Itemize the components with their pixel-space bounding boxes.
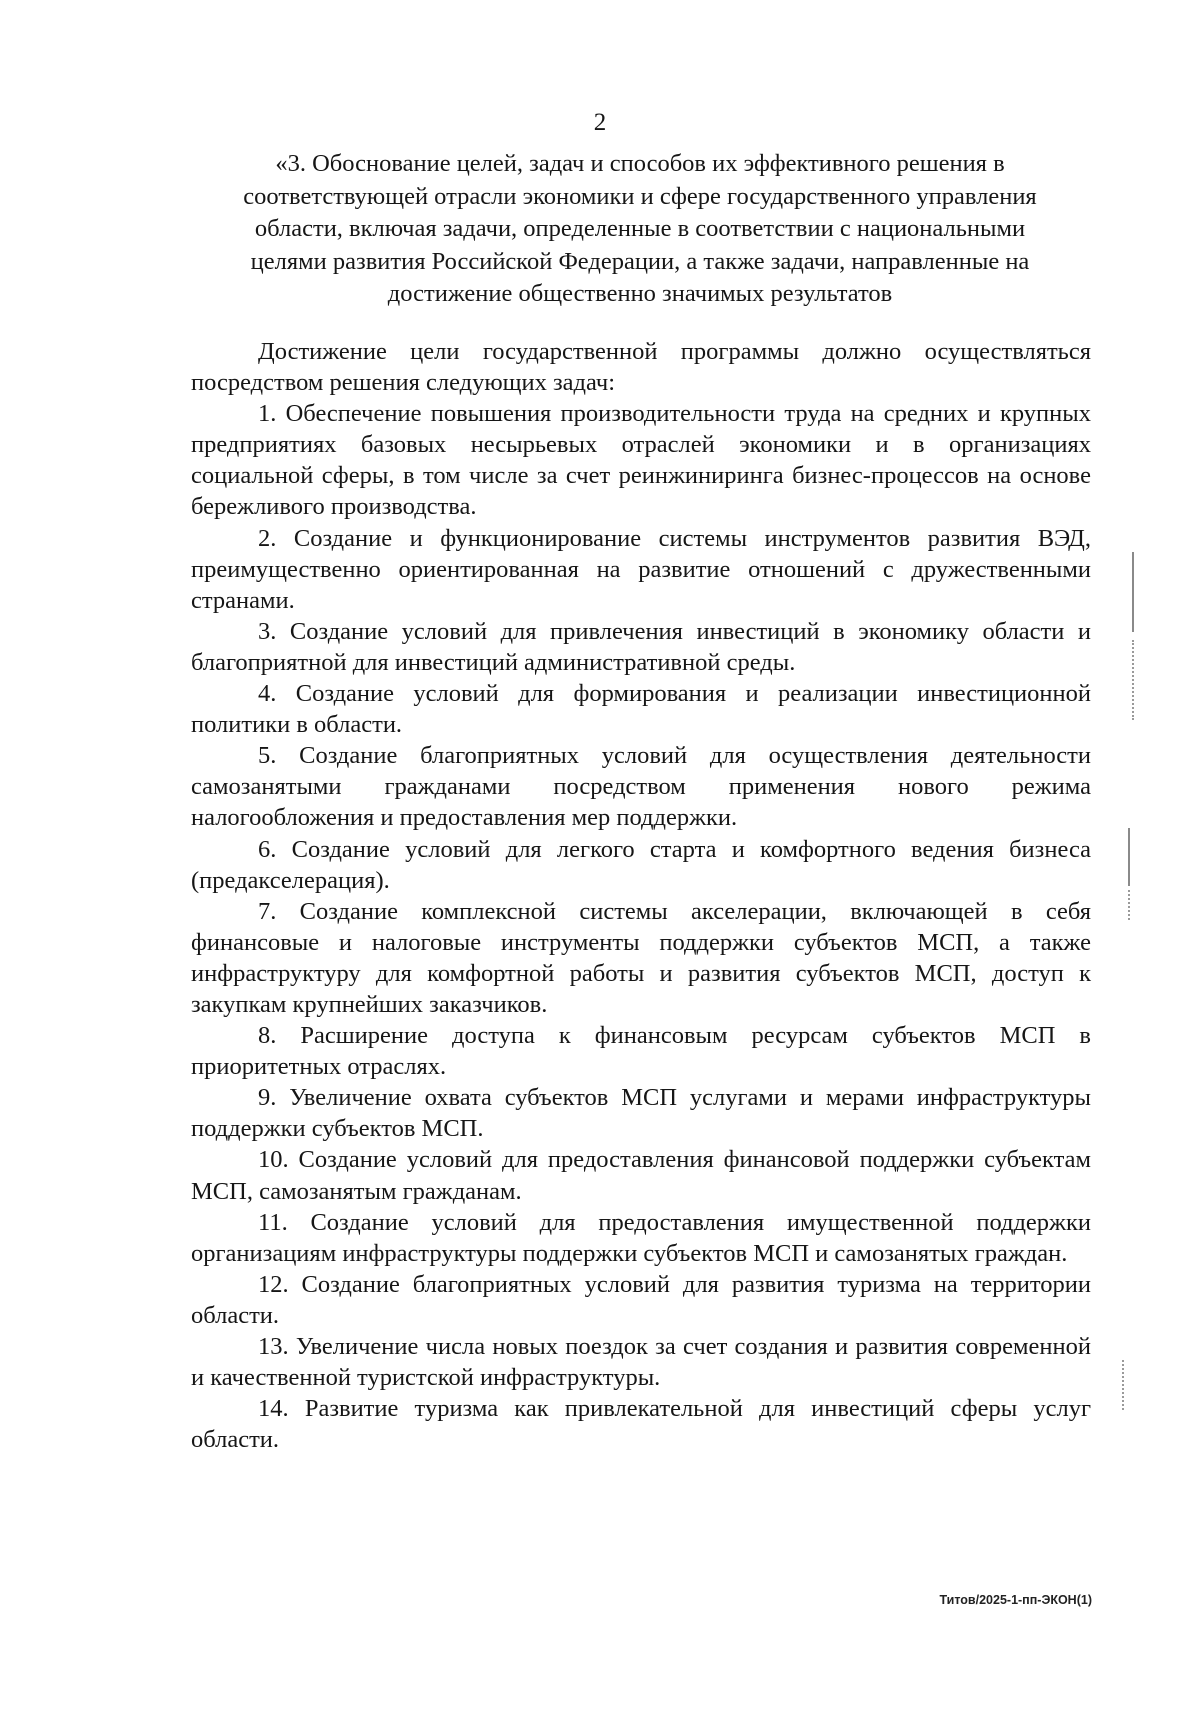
task-item: 3. Создание условий для привлечения инвестиций в экономику области и благоприятной для инвестиций административной среды. xyxy=(191,617,1091,676)
section-title-line: соответствующей отрасли экономики и сфере государственного управления xyxy=(243,182,1037,210)
scan-mark xyxy=(1122,1360,1126,1410)
task-item: 4. Создание условий для формирования и реализации инвестиционной политики в области. xyxy=(191,680,1091,739)
task-item: 8. Расширение доступа к финансовым ресурсам субъектов МСП в приоритетных отраслях. xyxy=(191,1022,1091,1081)
task-item: 9. Увеличение охвата субъектов МСП услугами и мерами инфраструктуры поддержки субъектов МСП. xyxy=(191,1084,1091,1143)
task-item: 12. Создание благоприятных условий для развития туризма на территории области. xyxy=(191,1270,1091,1329)
task-item: 7. Создание комплексной системы акселерации, включающей в себя финансовые и налоговые инструменты поддержки субъектов МСП, а также инфраструктуру для комфортной работы и развития субъектов МСП, доступ к закупкам крупнейших заказчиков. xyxy=(191,897,1091,1018)
scan-mark xyxy=(1128,828,1130,886)
task-item: 13. Увеличение числа новых поездок за счет создания и развития современной и качественной туристской инфраструктуры. xyxy=(191,1333,1091,1392)
document-body xyxy=(191,336,1091,1455)
scan-mark xyxy=(1132,552,1134,632)
page-number: 2 xyxy=(593,109,607,136)
task-item: 2. Создание и функционирование системы инструментов развития ВЭД, преимущественно ориентированная на развитие отношений с дружественными странами. xyxy=(191,524,1091,614)
scan-mark xyxy=(1132,640,1136,720)
task-item: 1. Обеспечение повышения производительности труда на средних и крупных предприятиях базовых несырьевых отраслей экономики и в организациях социальной сферы, в том числе за счет реинжиниринга бизнес-процессов на основе бережливого производства. xyxy=(191,400,1091,521)
task-item: 5. Создание благоприятных условий для осуществления деятельности самозанятыми гражданами посредством применения нового режима налогообложения и предоставления мер поддержки. xyxy=(191,742,1091,832)
section-title-line: области, включая задачи, определенные в соответствии с национальными xyxy=(254,215,1026,243)
task-item: 11. Создание условий для предоставления имущественной поддержки организациям инфраструктуры поддержки субъектов МСП и самозанятых граждан. xyxy=(191,1208,1091,1267)
section-title-line: достижение общественно значимых результатов xyxy=(387,280,893,308)
section-title-line: целями развития Российской Федерации, а также задачи, направленные на xyxy=(250,247,1030,275)
task-item: 6. Создание условий для легкого старта и комфортного ведения бизнеса (предакселерация). xyxy=(191,835,1091,894)
section-title-line: «3. Обоснование целей, задач и способов их эффективного решения в xyxy=(275,150,1005,177)
footer-code: Титов/2025-1-пп-ЭКОН(1) xyxy=(939,1593,1092,1607)
intro-paragraph: Достижение цели государственной программы должно осуществляться посредством решения следующих задач: xyxy=(191,338,1091,397)
scan-mark xyxy=(1128,890,1132,920)
task-item: 14. Развитие туризма как привлекательной для инвестиций сферы услуг области. xyxy=(191,1395,1091,1454)
task-item: 10. Создание условий для предоставления финансовой поддержки субъектам МСП, самозанятым гражданам. xyxy=(191,1146,1091,1205)
section-title xyxy=(170,148,1110,311)
